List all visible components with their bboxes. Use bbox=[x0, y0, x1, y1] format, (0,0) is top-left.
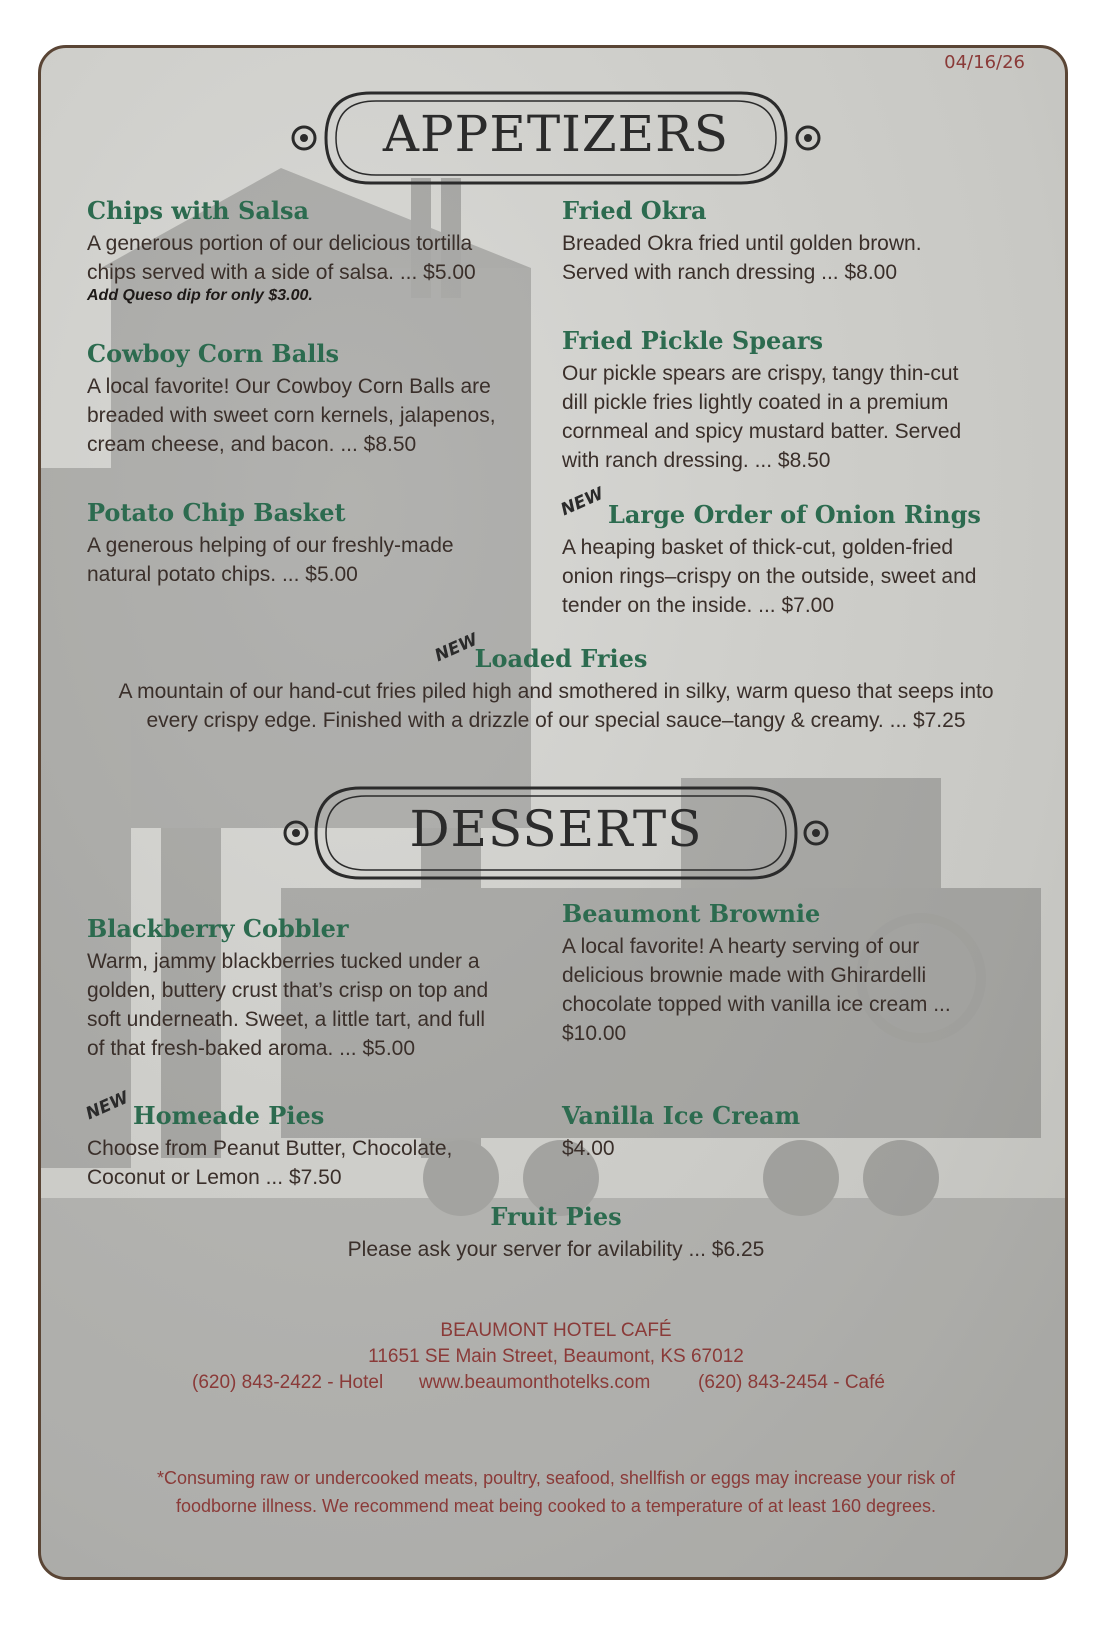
item-description: A mountain of our hand-cut fries piled high and smothered in silky, warm queso that seeps into every crispy edge. Finished with a drizzle of our special sauce–tangy & creamy. ... $7.25 bbox=[118, 680, 994, 732]
menu-item-blackberry-cobbler bbox=[87, 914, 497, 1063]
menu-item-chips-with-salsa bbox=[87, 196, 497, 305]
menu-item-vanilla-ice-cream bbox=[562, 1101, 962, 1163]
item-description: Warm, jammy blackberries tucked under a golden, buttery crust that’s crisp on top and soft underneath. Sweet, a little tart, and full of that fresh-baked aroma. ... $5.00 bbox=[87, 950, 489, 1060]
item-note: Add Queso dip for only $3.00. bbox=[87, 287, 313, 304]
item-description: A local favorite! Our Cowboy Corn Balls are breaded with sweet corn kernels, jalapenos, cream cheese, and bacon. ... $8.50 bbox=[87, 375, 496, 456]
item-description: A local favorite! A hearty serving of our delicious brownie made with Ghirardelli chocolate topped with vanilla ice cream ... $10.00 bbox=[562, 935, 951, 1045]
item-name: Homeade Pies bbox=[133, 1101, 325, 1130]
item-name: Loaded Fries bbox=[474, 644, 648, 673]
item-description: Our pickle spears are crispy, tangy thin-cut dill pickle fries lightly coated in a premium cornmeal and spicy mustard batter. Served with ranch dressing. ... $8.50 bbox=[562, 362, 962, 472]
item-description: A heaping basket of thick-cut, golden-fried onion rings–crispy on the outside, sweet and tender on the inside. ... $7.00 bbox=[562, 536, 977, 617]
appetizers-title: APPETIZERS bbox=[382, 105, 730, 163]
desserts-banner bbox=[41, 778, 1068, 888]
cafe-name: BEAUMONT HOTEL CAFÉ bbox=[440, 1320, 672, 1341]
appetizers-banner bbox=[41, 83, 1068, 193]
hotel-phone: (620) 843-2422 - Hotel bbox=[192, 1372, 384, 1393]
menu-item-onion-rings bbox=[562, 500, 992, 620]
item-name: Cowboy Corn Balls bbox=[87, 339, 339, 368]
item-description: Breaded Okra fried until golden brown. Served with ranch dressing ... $8.00 bbox=[562, 232, 922, 284]
menu-date: 04/16/26 bbox=[944, 52, 1025, 73]
item-name: Fried Pickle Spears bbox=[562, 326, 824, 355]
item-name: Fried Okra bbox=[562, 196, 707, 225]
cafe-address: 11651 SE Main Street, Beaumont, KS 67012 bbox=[368, 1346, 744, 1367]
item-description: A generous helping of our freshly-made natural potato chips. ... $5.00 bbox=[87, 534, 454, 586]
item-name: Blackberry Cobbler bbox=[87, 914, 349, 943]
item-description: A generous portion of our delicious tortilla chips served with a side of salsa. ... $5.00 bbox=[87, 232, 476, 284]
item-name: Potato Chip Basket bbox=[87, 498, 346, 527]
item-name: Beaumont Brownie bbox=[562, 899, 821, 928]
item-name: Large Order of Onion Rings bbox=[608, 500, 981, 529]
cafe-phone: (620) 843-2454 - Café bbox=[698, 1372, 885, 1393]
item-name: Fruit Pies bbox=[490, 1202, 622, 1231]
new-badge: NEW bbox=[557, 483, 607, 521]
item-description: $4.00 bbox=[562, 1137, 615, 1160]
item-name: Vanilla Ice Cream bbox=[562, 1101, 801, 1130]
disclaimer-line-1: *Consuming raw or undercooked meats, poultry, seafood, shellfish or eggs may increase your risk of bbox=[156, 1468, 956, 1488]
website-link[interactable]: www.beaumonthotelks.com bbox=[419, 1372, 651, 1393]
menu-item-cowboy-corn-balls bbox=[87, 339, 507, 459]
menu-page bbox=[38, 45, 1068, 1580]
disclaimer-line-2: foodborne illness. We recommend meat being cooked to a temperature of at least 160 degrees. bbox=[175, 1496, 937, 1516]
menu-item-fried-pickle-spears bbox=[562, 326, 982, 475]
menu-item-homeade-pies bbox=[87, 1101, 487, 1192]
new-badge: NEW bbox=[431, 629, 481, 667]
menu-item-fried-okra bbox=[562, 196, 982, 287]
menu-item-potato-chip-basket bbox=[87, 498, 487, 589]
menu-item-fruit-pies bbox=[201, 1202, 911, 1264]
menu-item-beaumont-brownie bbox=[562, 899, 962, 1048]
new-badge: NEW bbox=[82, 1087, 132, 1125]
desserts-title: DESSERTS bbox=[409, 800, 703, 858]
item-description: Please ask your server for avilability ... $6.25 bbox=[347, 1238, 765, 1261]
item-name: Chips with Salsa bbox=[87, 196, 310, 225]
item-description: Choose from Peanut Butter, Chocolate, Coconut or Lemon ... $7.50 bbox=[87, 1137, 453, 1189]
menu-item-loaded-fries bbox=[101, 644, 1011, 735]
